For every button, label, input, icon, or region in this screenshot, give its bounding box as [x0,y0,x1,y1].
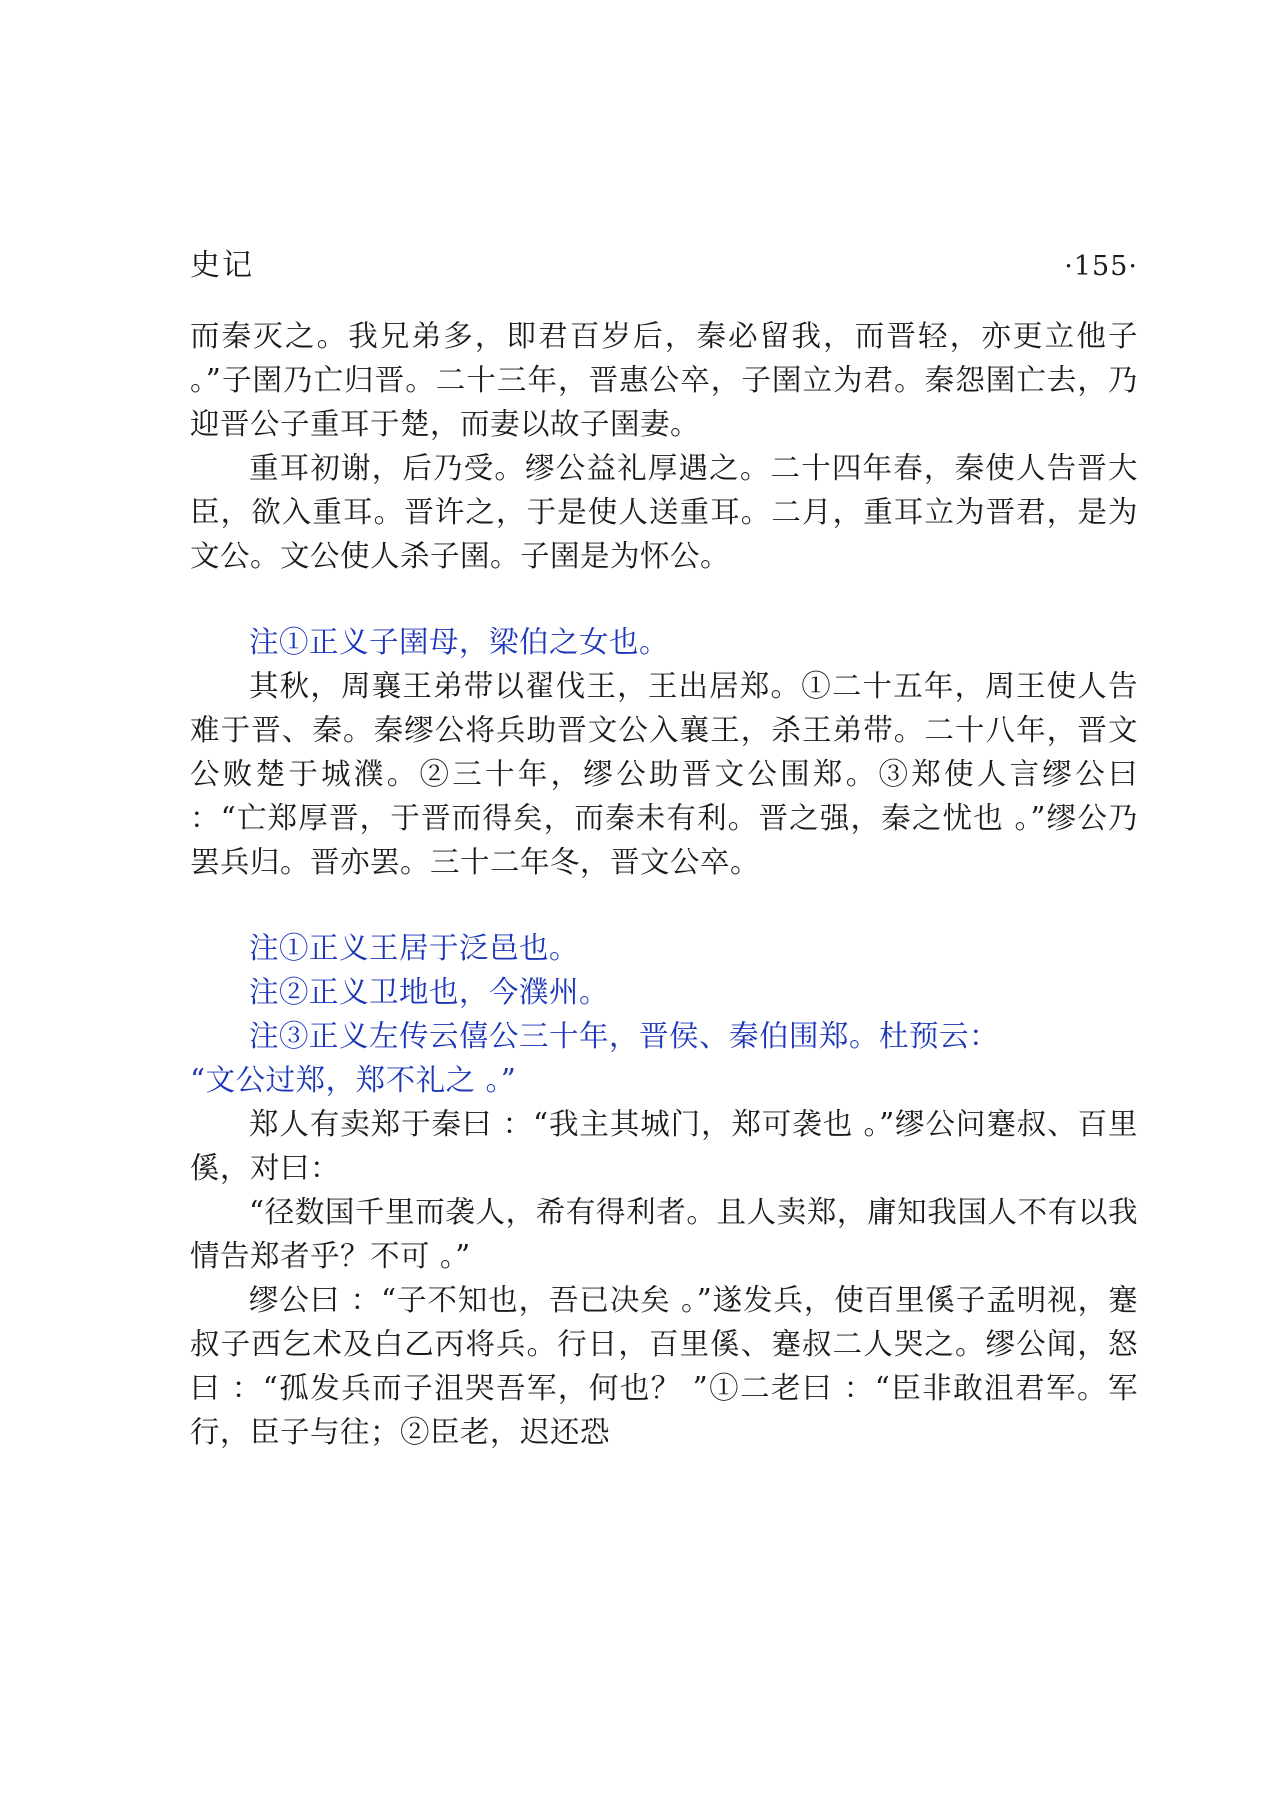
page-body [190,314,1138,1454]
paragraph-1: 而秦灭之。我兄弟多，即君百岁后，秦必留我，而晋轻，亦更立他子 。”子圉乃亡归晋。二十三年，晋惠公卒，子圉立为君。秦怨圉亡去，乃迎晋公子重耳于楚，而妻以故子圉妻。 [190,319,1138,441]
annotation-note-3: 注②正义卫地也，今濮州。 [249,975,610,1009]
paragraph-5: “径数国千里而袭人，希有得利者。且人卖郑，庸知我国人不有以我情告郑者乎？不可 。” [190,1195,1138,1273]
spacer-2 [190,884,1138,926]
annotation-note-1: 注①正义子圉母，梁伯之女也。 [249,625,670,659]
spacer-1 [190,578,1138,620]
paragraph-4: 郑人有卖郑于秦曰 ：“我主其城门，郑可袭也 。”缪公问蹇叔、百里傒，对曰： [190,1107,1138,1185]
annotation-note-4: 注③正义左传云僖公三十年，晋侯、秦伯围郑。杜预云： [249,1019,1000,1053]
paragraph-3: 其秋，周襄王弟带以翟伐王，王出居郑。①二十五年，周王使人告难于晋、秦。秦缪公将兵助晋文公入襄王，杀王弟带。二十八年，晋文公败楚于城濮。②三十年，缪公助晋文公围郑。③郑使人言缪公曰 ：“亡郑厚晋，于晋而得矣，而秦未有利。晋之强，秦之忧也 。”缪公乃罢兵归。晋亦罢。三十二年冬，晋文公卒。 [190,669,1138,879]
paragraph-6: 缪公曰 ：“子不知也，吾已决矣 。”遂发兵，使百里傒子孟明视，蹇叔子西乞术及白乙丙将兵。行日，百里傒、蹇叔二人哭之。缪公闻，怒曰 ：“孤发兵而子沮哭吾军，何也？ ”①二老曰 ：“臣非敢沮君军。军行，臣子与往；②臣老，迟还恐 [190,1283,1138,1449]
paragraph-2: 重耳初谢，后乃受。缪公益礼厚遇之。二十四年春，秦使人告晋大臣，欲入重耳。晋许之，于是使人送重耳。二月，重耳立为晋君，是为文公。文公使人杀子圉。子圉是为怀公。 [190,451,1138,573]
annotation-note-4-continued: “文公过郑，郑不礼之 。” [190,1063,517,1097]
page-number: ·155· [1064,251,1138,282]
page-header [190,240,1138,284]
annotation-note-2: 注①正义王居于泛邑也。 [249,931,580,965]
book-title: 史记 [190,248,254,283]
